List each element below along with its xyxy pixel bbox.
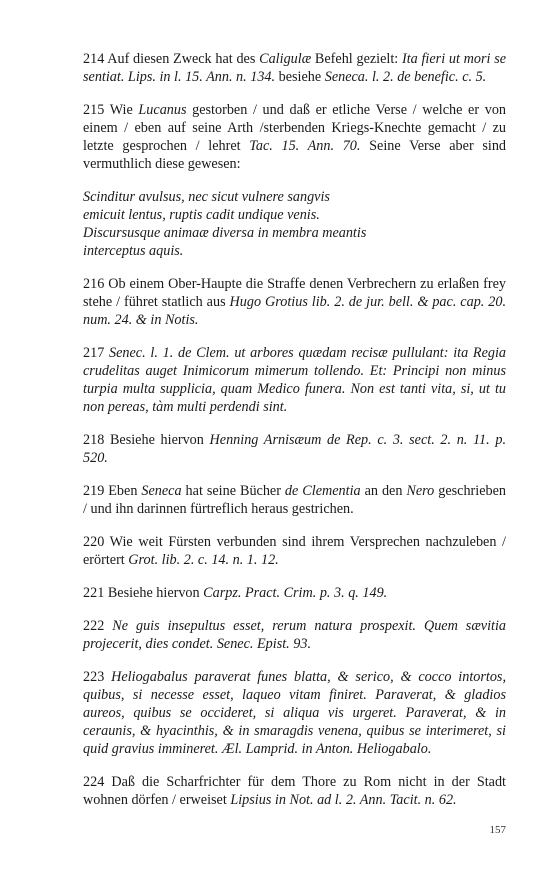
footnote-221	[83, 584, 506, 602]
footnote-number: 216	[83, 276, 105, 292]
footnote-italic-text: Nero	[406, 483, 435, 499]
footnote-italic-text: Henning Arnisæum de Rep. c. 3. sect. 2. n. 11. p. 520.	[83, 432, 507, 466]
footnote-number: 223	[83, 669, 105, 685]
footnote-text: geschrieben / und ihn darinnen fürtreflich heraus gestrichen.	[83, 483, 506, 517]
footnote-text: Seine Verse aber sind vermuthlich diese gewesen:	[83, 138, 507, 172]
footnote-219	[83, 482, 506, 518]
footnote-number: 222	[83, 618, 105, 634]
footnotes-column	[83, 50, 506, 824]
footnote-text: Befehl gezielt:	[311, 51, 402, 67]
footnote-text: an den	[360, 483, 407, 499]
footnote-217	[83, 344, 506, 416]
footnote-text: Wie weit Fürsten verbunden sind ihrem Versprechen nachzuleben / erörtert	[83, 534, 506, 568]
footnote-italic-text: Hugo Grotius lib. 2. de jur. bell. & pac. cap. 20. num. 24. & in Notis.	[83, 294, 506, 328]
verse-line: interceptus aquis.	[83, 243, 184, 259]
footnote-italic-text: Grot. lib. 2. c. 14. n. 1. 12.	[128, 552, 279, 568]
footnote-text: Eben	[108, 483, 142, 499]
footnote-text: Wie	[109, 102, 139, 118]
footnote-215	[83, 101, 506, 173]
footnote-text: Daß die Scharfrichter für dem Thore zu Rom nicht in der Stadt wohnen dörfen / erweiset	[83, 774, 507, 808]
verse-quotation	[83, 188, 506, 260]
footnote-218	[83, 431, 506, 467]
footnote-text: Besiehe hiervon	[109, 432, 210, 448]
footnote-223	[83, 668, 506, 758]
verse-line: emicuit lentus, ruptis cadit undique venis.	[83, 207, 320, 223]
footnote-italic-text: Carpz. Pract. Crim. p. 3. q. 149.	[203, 585, 388, 601]
footnote-text: Auf diesen Zweck hat des	[107, 51, 260, 67]
footnote-italic-text: Tac. 15. Ann. 70.	[249, 138, 361, 154]
footnote-italic-text: Lucanus	[138, 102, 187, 118]
verse-line: Discursusque animaæ diversa in membra meantis	[83, 225, 367, 241]
footnote-number: 219	[83, 483, 105, 499]
footnote-italic-text: de Clementia	[284, 483, 361, 499]
footnote-number: 218	[83, 432, 105, 448]
footnote-italic-text: Caligulæ	[259, 51, 312, 67]
footnote-italic-text: Senec. l. 1. de Clem. ut arbores quædam recisæ pullulant: ita Regia crudelitas auget Inimicorum mimerum tollendo. Et: Principi non minus turpia multa supplicia, quam Medico funera. Non est tanti vita, si, ut tu non pereas, tàm multi perdendi sint.	[83, 345, 506, 415]
footnote-222	[83, 617, 506, 653]
footnote-number: 217	[83, 345, 105, 361]
footnote-number: 214	[83, 51, 105, 67]
footnote-number: 221	[83, 585, 105, 601]
footnote-number: 215	[83, 102, 105, 118]
footnote-italic-text: Lipsius in Not. ad l. 2. Ann. Tacit. n. 62.	[230, 792, 457, 808]
footnote-text: gestorben / und daß er etliche Verse / welche er von einem / eben auf seine Arth /sterbenden Kriegs-Knechte gemacht / zu letzte gesprochen / lehret	[83, 102, 507, 154]
footnote-224	[83, 773, 506, 809]
footnote-text: Besiehe hiervon	[107, 585, 204, 601]
footnote-text: Ob einem Ober-Haupte die Straffe denen Verbrechern zu erlaßen frey stehe / führet statlich aus	[83, 276, 506, 310]
footnote-text: besiehe	[275, 69, 325, 85]
footnote-italic-text: Seneca. l. 2. de benefic. c. 5.	[324, 69, 487, 85]
page-number: 157	[489, 824, 506, 836]
footnote-220	[83, 533, 506, 569]
verse-line: Scinditur avulsus, nec sicut vulnere sangvis	[83, 189, 330, 205]
footnote-italic-text: Ne guis insepultus esset, rerum natura prospexit. Quem sævitia projecerit, dies condet. Senec. Epist. 93.	[83, 618, 506, 652]
footnote-italic-text: Seneca	[141, 483, 182, 499]
footnote-italic-text: Heliogabalus paraverat funes blatta, & serico, & cocco intortos, quibus, si necesse esset, laqueo vitam finiret. Paraverat, & gladios aureos, quibus se occideret, si aliqua vis urgeret. Paraverat, & in ceraunis, & hyacinthis, & in smaragdis venena, quibus se interimeret, si quid gravius immineret. Æl. Lamprid. in Anton. Heliogabalo.	[83, 669, 507, 757]
footnote-text: hat seine Bücher	[181, 483, 285, 499]
footnote-number: 220	[83, 534, 105, 550]
footnote-214	[83, 50, 506, 86]
footnote-number: 224	[83, 774, 105, 790]
footnote-italic-text: Ita fieri ut mori se sentiat. Lips. in l. 15. Ann. n. 134.	[83, 51, 507, 85]
footnote-216	[83, 275, 506, 329]
